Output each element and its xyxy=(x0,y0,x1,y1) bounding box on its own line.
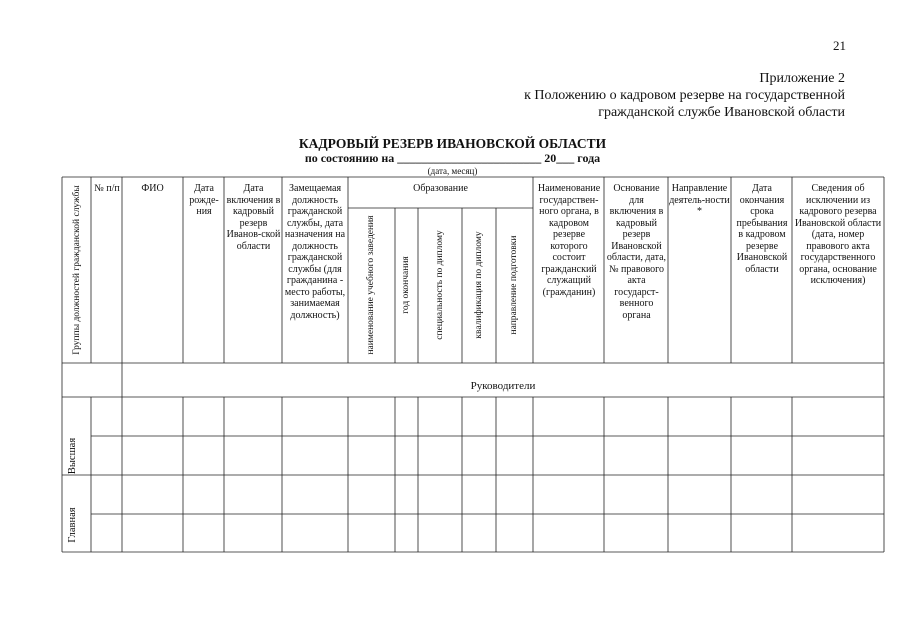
header-edu-direction: направление подготовки xyxy=(508,235,519,335)
header-fio: ФИО xyxy=(141,183,164,194)
title-date-hint: (дата, месяц) xyxy=(427,166,478,176)
header-exclusion: Сведения об исключении из кадрового резерва Ивановской области (дата, номер правового акта государственного органа, основание исключения) xyxy=(794,183,882,286)
header-num: № п/п xyxy=(94,183,120,194)
header-edu-qualification: квалификация по диплому xyxy=(473,231,484,339)
header-education: Образование xyxy=(413,183,468,194)
header-position: Замещаемая должность гражданской службы, дата назначения на должность гражданской службы (для гражданина - место работы, занимаемая должность) xyxy=(284,183,346,321)
page-number: 21 xyxy=(833,38,846,53)
category-row-label: Руководители xyxy=(470,380,536,392)
appendix-line-2: к Положению о кадровом резерве на государственной xyxy=(524,88,845,103)
header-basis: Основание для включения в кадровый резерв Ивановской области, дата, № правового акта государст-венного органа xyxy=(606,183,667,321)
title-main: КАДРОВЫЙ РЕЗЕРВ ИВАНОВСКОЙ ОБЛАСТИ xyxy=(298,136,607,151)
header-edu-institution: наименование учебного заведения xyxy=(365,215,376,355)
header-edu-specialty: специальность по диплому xyxy=(434,230,445,340)
header-edu-year: год окончания xyxy=(400,256,411,314)
header-inclusion-date: Дата включения в кадровый резерв Иванов-ской области xyxy=(226,183,281,252)
appendix-line-1: Приложение 2 xyxy=(759,71,845,86)
header-birth: Дата рожде-ния xyxy=(189,183,219,217)
title-as-of: по состоянию на ________________________ 20___ года xyxy=(304,151,601,165)
group-label-glavnaya: Главная xyxy=(66,507,78,543)
header-groups: Группы должностей гражданской службы xyxy=(71,185,82,355)
appendix-line-3: гражданской службе Ивановской области xyxy=(598,105,845,120)
header-org-name: Наименование государствен-ного органа, в кадровом резерве которого состоит гражданский служащий (гражданин) xyxy=(537,183,601,298)
group-label-vysshaya: Высшая xyxy=(66,437,78,475)
header-end-date: Дата окончания срока пребывания в кадровом резерве Ивановской области xyxy=(736,183,788,275)
header-activity: Направление деятель-ности * xyxy=(669,183,730,217)
